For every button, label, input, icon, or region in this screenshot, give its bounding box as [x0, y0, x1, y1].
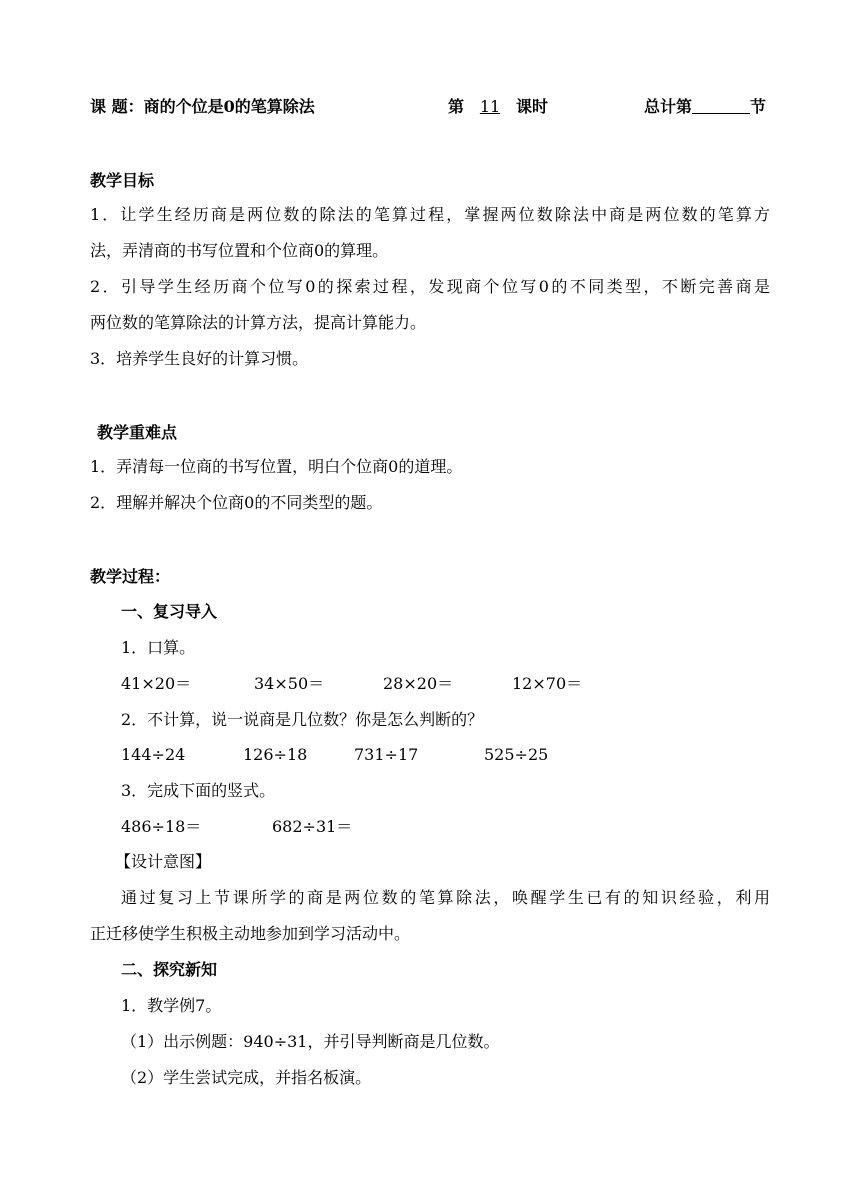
key-point-2: 2．理解并解决个位商0的不同类型的题。: [90, 493, 383, 512]
example-label: 1．教学例7。: [121, 996, 222, 1015]
goal-line-4: 两位数的笔算除法的计算方法，提高计算能力。: [90, 313, 427, 332]
topic-title: 商的个位是0的笔算除法: [143, 97, 315, 116]
section1-title: 一、复习导入: [121, 602, 218, 621]
design-intent-text-2: 正迁移使学生积极主动地参加到学习活动中。: [90, 924, 411, 943]
example-step-1: （1）出示例题：940÷31，并引导判断商是几位数。: [121, 1032, 500, 1051]
total-prefix: 总计第: [644, 97, 693, 116]
oral-calc-3: 28×20＝: [383, 674, 454, 693]
oral-calc-1: 41×20＝: [121, 674, 192, 693]
q3-label: 3．完成下面的竖式。: [121, 781, 276, 800]
lesson-suffix: 课时: [516, 97, 549, 116]
goal-line-3: 2．引导学生经历商个位写0的探索过程，发现商个位写0的不同类型，不断完善商是: [90, 277, 770, 296]
estimate-3: 731÷17: [354, 745, 419, 764]
lesson-number: 11: [479, 97, 501, 116]
design-intent-text-1: 通过复习上节课所学的商是两位数的笔算除法，唤醒学生已有的知识经验，利用: [121, 888, 770, 907]
design-intent-title: 【设计意图】: [115, 852, 212, 871]
process-heading: 教学过程：: [90, 567, 171, 586]
oral-calc-4: 12×70＝: [512, 674, 583, 693]
total-blank: [692, 97, 750, 114]
example-step-2: （2）学生尝试完成，并指名板演。: [121, 1068, 372, 1087]
lesson-prefix: 第: [448, 97, 465, 116]
vertical-calc-2: 682÷31＝: [272, 817, 353, 836]
goal-line-5: 3．培养学生良好的计算习惯。: [90, 349, 309, 368]
q1-label: 1．口算。: [121, 638, 196, 657]
oral-calc-2: 34×50＝: [254, 674, 325, 693]
total-count-line: [644, 96, 766, 118]
total-suffix: 节: [750, 97, 767, 116]
key-point-1: 1．弄清每一位商的书写位置，明白个位商0的道理。: [90, 457, 463, 476]
lesson-number-line: [448, 96, 548, 118]
goal-line-1: 1．让学生经历商是两位数的除法的笔算过程，掌握两位数除法中商是两位数的笔算方: [90, 205, 770, 224]
section2-title: 二、探究新知: [121, 960, 218, 979]
estimate-1: 144÷24: [121, 745, 186, 764]
topic-label: 课 题：: [90, 97, 144, 116]
estimate-4: 525÷25: [484, 745, 549, 764]
topic-line: [90, 96, 315, 118]
q2-label: 2．不计算，说一说商是几位数？你是怎么判断的？: [121, 710, 484, 729]
key-points-heading: 教学重难点: [97, 423, 178, 442]
vertical-calc-1: 486÷18＝: [121, 817, 202, 836]
goal-line-2: 法，弄清商的书写位置和个位商0的算理。: [90, 241, 389, 260]
goals-heading: 教学目标: [90, 171, 155, 190]
estimate-2: 126÷18: [243, 745, 308, 764]
